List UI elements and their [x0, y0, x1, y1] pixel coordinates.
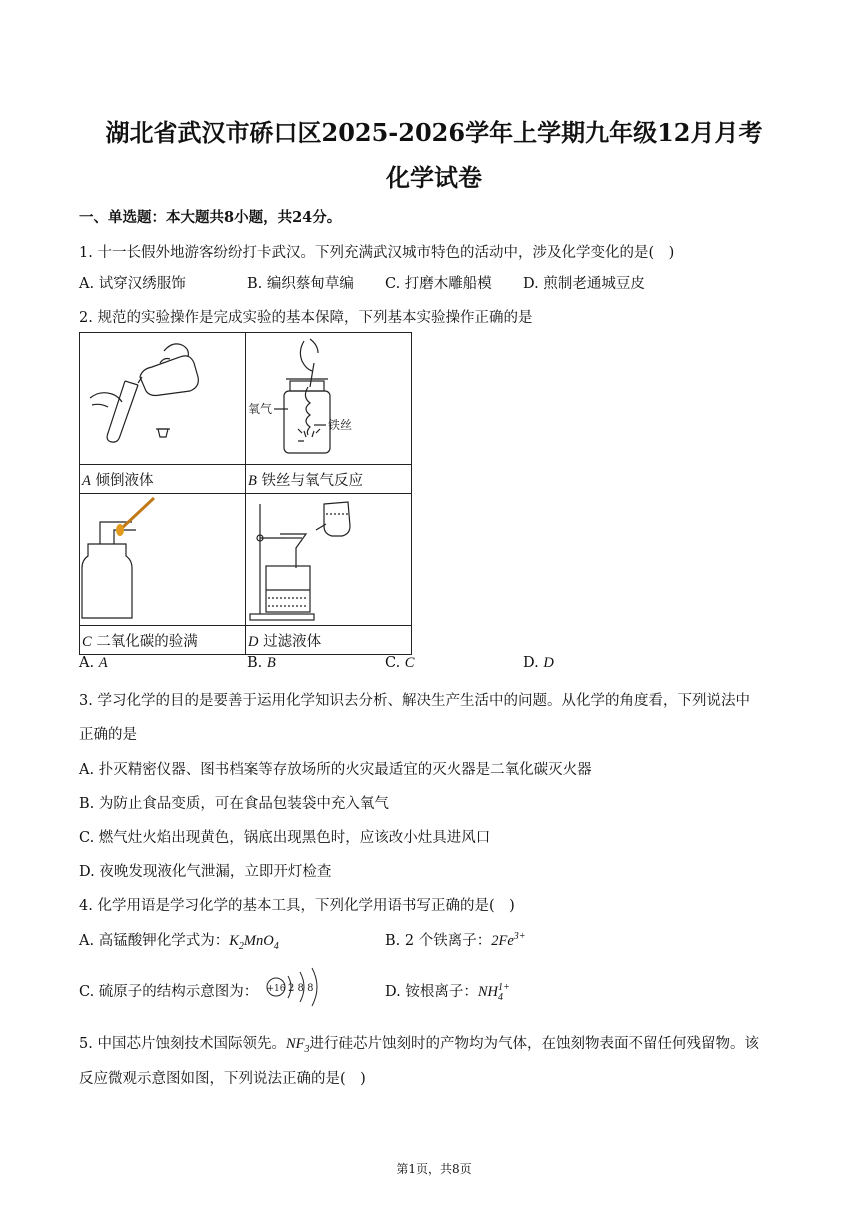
image-pouring-liquid	[80, 333, 246, 465]
q1-stem: 1. 十一长假外地游客纷纷打卡武汉。下列充满武汉城市特色的活动中，涉及化学变化的是( )	[79, 245, 675, 261]
q2-option-d: D. D	[523, 655, 554, 671]
caption-a: A 倾倒液体	[80, 465, 246, 494]
exam-title-line1: 湖北省武汉市硚口区2025-2026学年上学期九年级12月月考	[105, 118, 763, 147]
q3-stem-line2: 正确的是	[79, 727, 137, 743]
q2-stem: 2. 规范的实验操作是完成实验的基本保障，下列基本实验操作正确的是	[79, 310, 533, 326]
q1-option-a: A. 试穿汉绣服饰	[79, 276, 186, 292]
svg-text:2 8 8: 2 8 8	[288, 983, 314, 994]
q4-stem: 4. 化学用语是学习化学的基本工具，下列化学用语书写正确的是( )	[79, 898, 515, 914]
exam-title-line2: 化学试卷	[386, 163, 482, 192]
q3-option-d: D. 夜晚发现液化气泄漏，立即开灯检查	[79, 864, 332, 880]
q3-option-c: C. 燃气灶火焰出现黄色，锅底出现黑色时，应该改小灶具进风口	[79, 830, 491, 846]
q4-option-c-label: C. 硫原子的结构示意图为：	[79, 984, 259, 1000]
q2-option-c: C. C	[385, 655, 415, 671]
label-oxygen: 氧气	[248, 402, 273, 416]
image-co2-test	[80, 494, 246, 626]
q2-option-b: B. B	[247, 655, 276, 671]
q3-option-b: B. 为防止食品变质，可在食品包装袋中充入氧气	[79, 796, 389, 812]
q2-operations-table	[79, 332, 412, 655]
q3-option-a: A. 扑灭精密仪器、图书档案等存放场所的火灾最适宜的灭火器是二氧化碳灭火器	[79, 762, 592, 778]
q1-option-c: C. 打磨木雕船模	[385, 276, 492, 292]
section-heading: 一、单选题：本大题共8小题，共24分。	[79, 209, 342, 226]
q4-option-d: D. 铵根离子：NH 1+ 4	[385, 981, 510, 1003]
q4-option-b: B. 2 个铁离子：$2Fe^{3+}$	[385, 931, 526, 949]
caption-b: B 铁丝与氧气反应	[246, 465, 412, 494]
q1-option-d: D. 煎制老通城豆皮	[523, 276, 645, 292]
q4-option-a: A. 高锰酸钾化学式为：$K_2MnO_4$	[79, 933, 279, 952]
sulfur-atom-diagram	[264, 966, 328, 1008]
q3-stem-line1: 3. 学习化学的目的是要善于运用化学知识去分析、解决生产生活中的问题。从化学的角度看，下列说法中	[79, 693, 750, 709]
page-number: 第1页，共8页	[396, 1162, 472, 1176]
image-iron-wire-oxygen	[246, 333, 412, 465]
label-iron-wire: 铁丝	[328, 418, 353, 432]
caption-c: C 二氧化碳的验满	[80, 626, 246, 655]
image-filtration	[246, 494, 412, 626]
caption-d: D 过滤液体	[246, 626, 412, 655]
svg-text:+16: +16	[266, 984, 286, 994]
q2-option-a: A. A	[79, 655, 108, 671]
q5-stem-line2: 反应微观示意图如图，下列说法正确的是( )	[79, 1071, 366, 1087]
q1-option-b: B. 编织蔡甸草编	[247, 276, 354, 292]
q5-stem-line1: 5. 中国芯片蚀刻技术国际领先。$NF_3$进行硅芯片蚀刻时的产物均为气体，在蚀刻物表面不留任何残留物。该	[79, 1036, 759, 1055]
